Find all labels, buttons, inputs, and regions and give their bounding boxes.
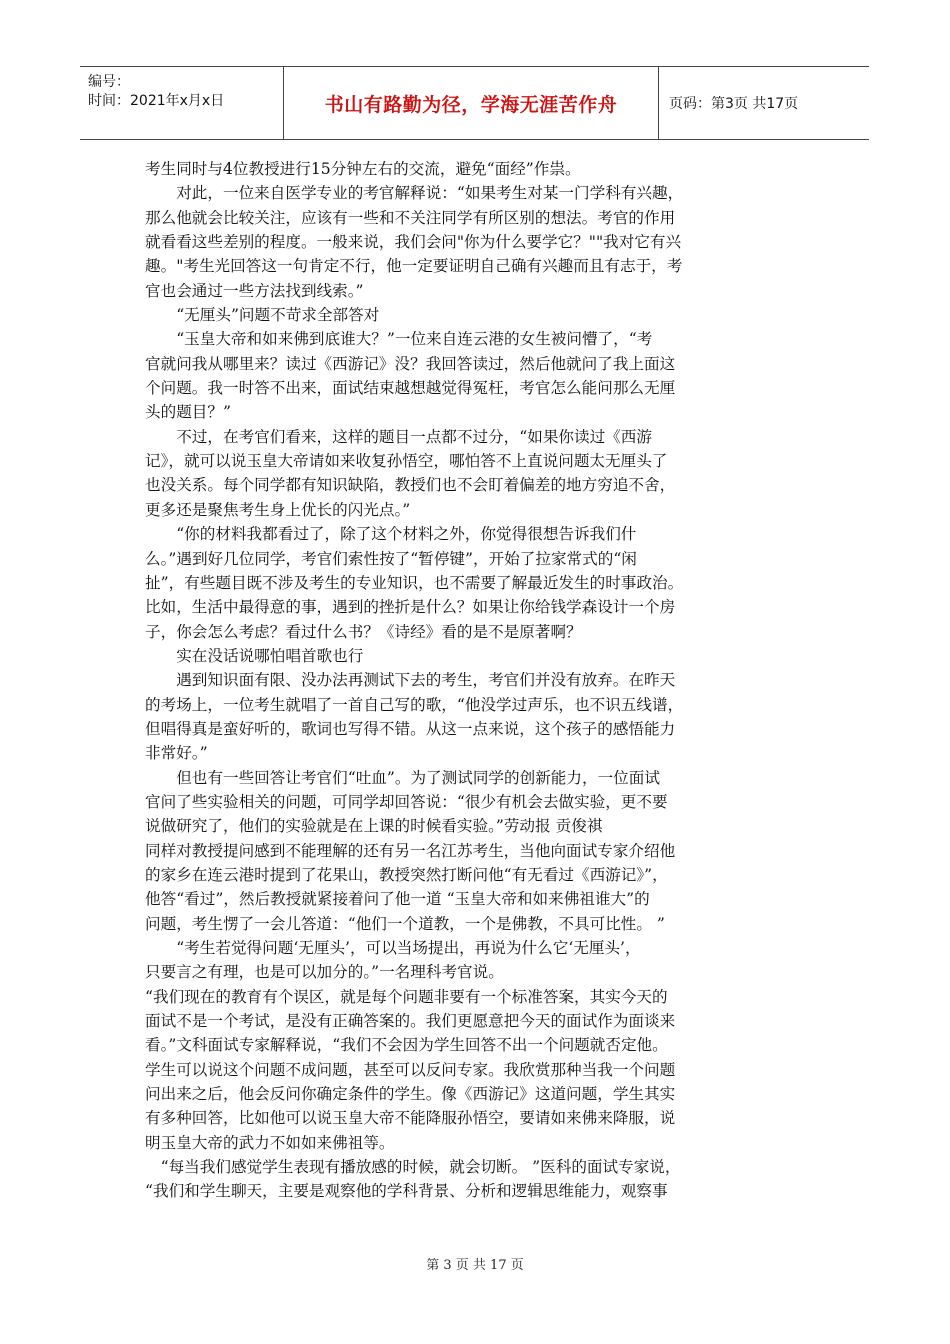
text-line: 趣。"考生光回答这一句肯定不行，他一定要证明自己确有兴趣而且有志于，考	[145, 257, 683, 276]
text-line: 扯”，有些题目既不涉及考生的专业知识，也不需要了解最近发生的时事政治。	[145, 573, 684, 592]
text-line: “你的材料我都看过了，除了这个材料之外，你觉得很想告诉我们什	[145, 525, 637, 544]
text-line: 遇到知识面有限、没办法再测试下去的考生，考官们并没有放弃。在昨天	[145, 671, 676, 690]
text-line: “玉皇大帝和如来佛到底谁大？”一位来自连云港的女生被问懵了，“考	[145, 330, 653, 349]
text-line: 有多种回答，比如他可以说玉皇大帝不能降服孙悟空，要请如来佛来降服，说	[145, 1109, 676, 1128]
header-page-number: 页码：第3页 共17页	[669, 96, 799, 112]
text-line: 那么他就会比较关注，应该有一些和不关注同学有所区别的想法。考官的作用	[145, 208, 676, 227]
text-line: 比如，生活中最得意的事，遇到的挫折是什么？如果让你给钱学森设计一个房	[145, 598, 676, 617]
text-line: 只要言之有理，也是可以加分的。”一名理科考官说。	[145, 963, 504, 982]
text-line: 记》，就可以说玉皇大帝请如来收复孙悟空，哪怕答不上直说问题太无厘头了	[145, 452, 668, 471]
text-line: 就看看这些差别的程度。一般来说，我们会问"你为什么要学它？""我对它有兴	[145, 233, 682, 252]
number-label: 编号：	[88, 74, 130, 90]
page-footer: 第 3 页 共 17 页	[426, 1258, 524, 1273]
text-line: 官就问我从哪里来？读过《西游记》没？我回答读过，然后他就问了我上面这	[145, 354, 676, 373]
page-header	[80, 66, 869, 140]
text-line: 学生可以说这个问题不成问题，甚至可以反问专家。我欣赏那种当我一个问题	[145, 1060, 676, 1079]
text-line: “考生若觉得问题‘无厘头’，可以当场提出，再说为什么它‘无厘头’，	[145, 939, 641, 957]
text-line: 官也会通过一些方法找到线索。”	[145, 281, 364, 300]
text-line: 面试不是一个考试，是没有正确答案的。我们更愿意把今天的面试作为面谈来	[145, 1012, 676, 1031]
text-line: 但唱得真是蛮好听的，歌词也写得不错。从这一点来说，这个孩子的感悟能力	[145, 719, 676, 738]
text-line: 同样对教授提问感到不能理解的还有另一名江苏考生，当他向面试专家介绍他	[145, 841, 676, 860]
text-line: 头的题目？”	[145, 403, 231, 422]
text-line: 说做研究了，他们的实验就是在上课的时候看实验。”劳动报 贡俊祺	[145, 817, 603, 836]
text-line: “我们和学生聊天，主要是观察他的学科背景、分析和逻辑思维能力，观察事	[145, 1182, 668, 1201]
text-line: 也没关系。每个同学都有知识缺陷，教授们也不会盯着偏差的地方穷追不舍，	[145, 476, 676, 495]
date-label: 时间：2021年x月x日	[88, 93, 225, 109]
text-line: 实在没话说哪怕唱首歌也行	[145, 646, 364, 665]
text-line: 对此，一位来自医学专业的考官解释说：“如果考生对某一门学科有兴趣，	[145, 184, 684, 203]
text-line: 明玉皇大帝的武力不如如来佛祖等。	[145, 1133, 395, 1152]
text-line: “每当我们感觉学生表现有播放感的时候，就会切断。 ”医科的面试专家说，	[145, 1158, 681, 1177]
text-line: 个问题。我一时答不出来，面试结束越想越觉得冤枉，考官怎么能问那么无厘	[145, 379, 676, 398]
text-line: 看。”文科面试专家解释说，“我们不会因为学生回答不出一个问题就否定他。	[145, 1036, 668, 1055]
header-meta	[80, 67, 284, 139]
text-line: 更多还是聚焦考生身上优长的闪光点。”	[145, 500, 411, 519]
text-line: “我们现在的教育有个误区，就是每个问题非要有一个标准答案，其实今天的	[145, 987, 668, 1006]
text-line: 问题，考生愣了一会儿答道：“他们一个道教，一个是佛教，不具可比性。 ”	[145, 914, 665, 933]
text-line: 非常好。”	[145, 744, 208, 763]
text-line: 但也有一些回答让考官们“吐血”。为了测试同学的创新能力，一位面试	[145, 768, 660, 787]
text-line: 子，你会怎么考虑？看过什么书？《诗经》看的是不是原著啊？	[145, 622, 582, 641]
header-motto: 书山有路勤为径，学海无涯苦作舟	[284, 67, 659, 139]
text-line: “无厘头”问题不苛求全部答对	[145, 306, 380, 325]
text-line: 的考场上，一位考生就唱了一首自己写的歌，“他没学过声乐，也不识五线谱，	[145, 695, 684, 714]
text-line: 官问了些实验相关的问题，可同学却回答说：“很少有机会去做实验，更不要	[145, 792, 668, 811]
text-line: 问出来之后，他会反问你确定条件的学生。像《西游记》这道问题，学生其实	[145, 1085, 676, 1104]
text-line: 么。”遇到好几位同学，考官们索性按了“暂停键”，开始了拉家常式的“闲	[145, 549, 637, 568]
text-line: 不过，在考官们看来，这样的题目一点都不过分，“如果你读过《西游	[145, 427, 652, 446]
text-line: 他答“看过”，然后教授就紧接着问了他一道 “玉皇大帝和如来佛祖谁大”的	[145, 890, 650, 909]
text-line: 的家乡在连云港时提到了花果山，教授突然打断问他“有无看过《西游记》”，	[145, 865, 668, 884]
document-body	[145, 157, 813, 1204]
text-line: 考生同时与4位教授进行15分钟左右的交流，避免“面经”作祟。	[145, 160, 581, 178]
